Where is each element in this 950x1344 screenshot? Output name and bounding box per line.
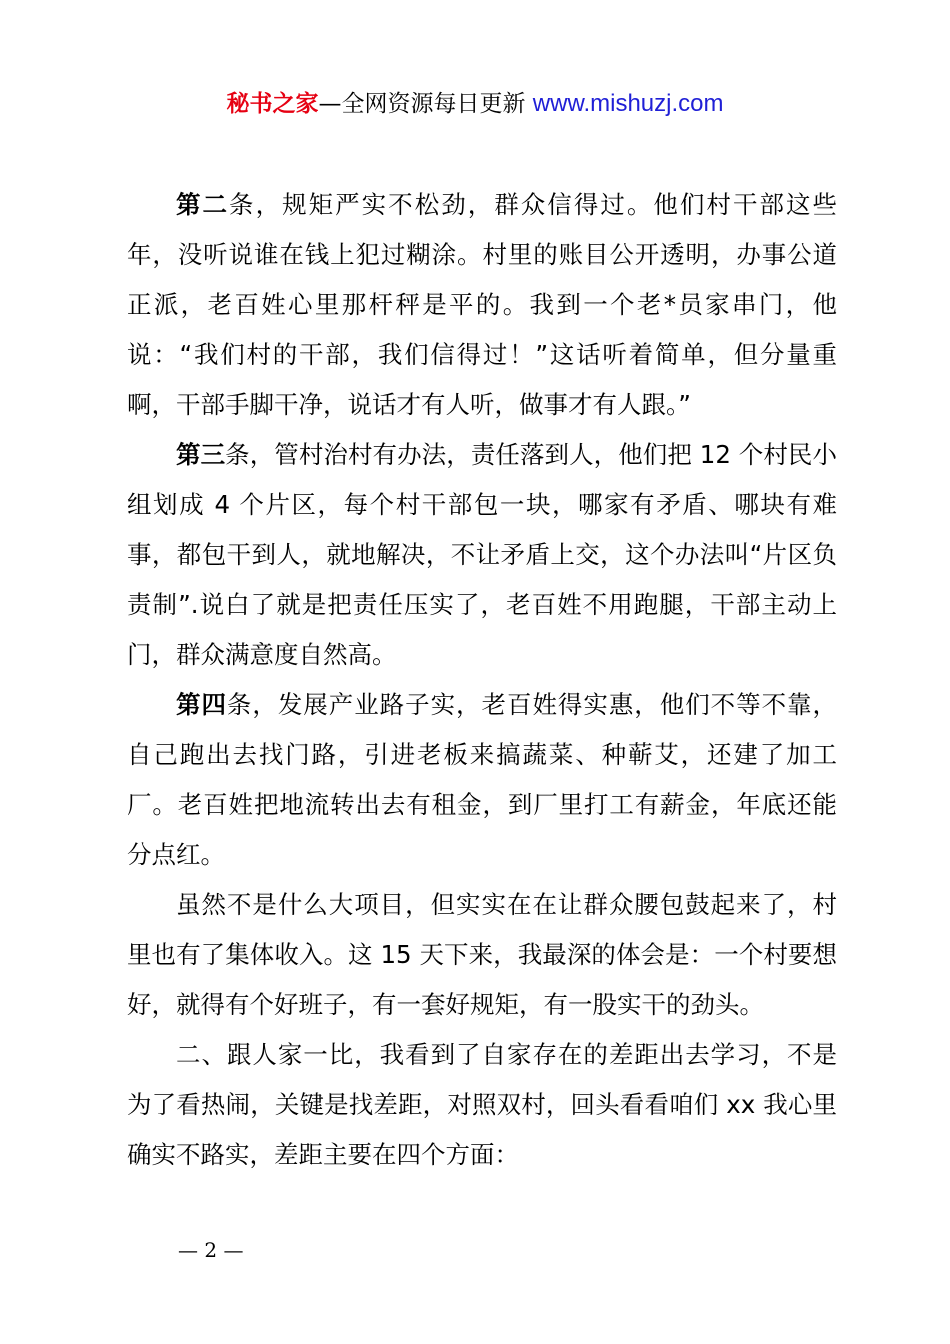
document-body xyxy=(127,180,837,1180)
paragraph-text: 条，发展产业路子实，老百姓得实惠，他们不等不靠，自己跑出去找门路，引进老板来搞蔬菜、种蕲艾，还建了加工厂。老百姓把地流转出去有租金，到厂里打工有薪金，年底还能分点红。 xyxy=(127,690,837,869)
paragraph-lead: 第三 xyxy=(176,440,226,469)
paragraph-article-3 xyxy=(127,430,837,680)
paragraph-summary xyxy=(127,880,837,1030)
paragraph-lead: 第四 xyxy=(176,690,227,719)
paragraph-lead: 第二 xyxy=(176,190,230,219)
paragraph-text: 二、跟人家一比，我看到了自家存在的差距出去学习，不是为了看热闹，关键是找差距，对照双村，回头看看咱们 xx 我心里确实不路实，差距主要在四个方面： xyxy=(127,1040,837,1169)
paragraph-text: 虽然不是什么大项目，但实实在在让群众腰包鼓起来了，村里也有了集体收入。这 15 天下来，我最深的体会是：一个村要想好，就得有个好班子，有一套好规矩，有一股实干的劲头。 xyxy=(127,890,837,1019)
header-brand: 秘书之家 xyxy=(226,91,319,117)
paragraph-text: 条，管村治村有办法，责任落到人，他们把 12 个村民小组划成 4 个片区，每个村干部包一块，哪家有矛盾、哪块有难事，都包干到人，就地解决，不让矛盾上交，这个办法叫“片区负责制”.说白了就是把责任压实了，老百姓不用跑腿，干部主动上门，群众满意度自然高。 xyxy=(127,440,838,669)
header-url-link[interactable]: www.mishuzj.com xyxy=(532,90,724,117)
paragraph-article-2 xyxy=(127,180,837,430)
header-tagline: —全网资源每日更新 xyxy=(318,91,526,117)
document-header xyxy=(0,88,950,120)
paragraph-text: 条，规矩严实不松劲，群众信得过。他们村干部这些年，没听说谁在钱上犯过糊涂。村里的账目公开透明，办事公道正派，老百姓心里那杆秤是平的。我到一个老*员家串门，他说：“我们村的干部，我们信得过！”这话听着简单，但分量重啊，干部手脚干净，说话才有人听，做事才有人跟。” xyxy=(127,190,838,419)
page-number: — 2 — xyxy=(178,1238,244,1262)
paragraph-section-two xyxy=(127,1030,837,1180)
paragraph-article-4 xyxy=(127,680,837,880)
